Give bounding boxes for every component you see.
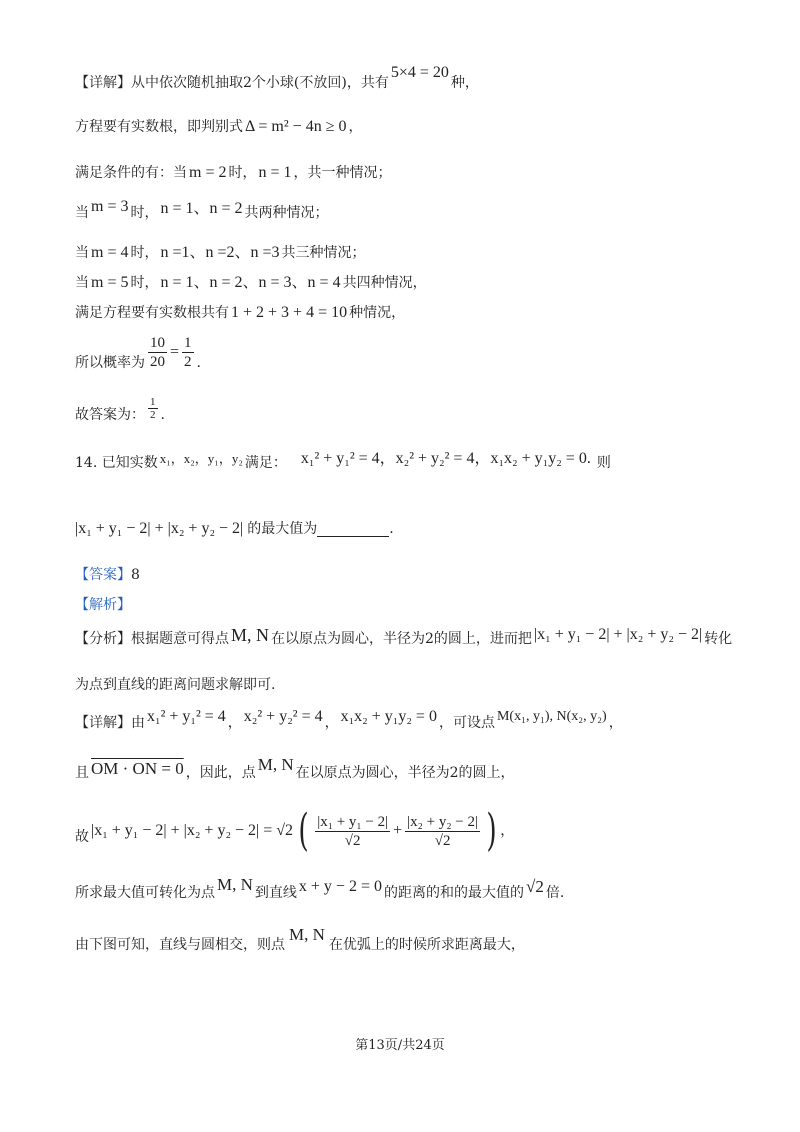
- vector-dot-product: [91, 759, 184, 778]
- line-detail-1: [75, 64, 479, 94]
- math-expression: x₁² + y₁² = 4: [147, 708, 226, 725]
- text: 转化: [704, 631, 733, 647]
- line-probability: [75, 334, 201, 371]
- text: 种情况，: [349, 305, 406, 321]
- text: 在以原点为圆心，半径为2的圆上，: [295, 765, 515, 781]
- text: 时，: [130, 275, 159, 291]
- text: .: [196, 354, 201, 371]
- detail-line-4: [75, 875, 565, 904]
- text: ，可设点: [438, 715, 495, 731]
- plus-sign: +: [393, 822, 403, 839]
- text: 为点到直线的距离问题求解即可.: [75, 677, 276, 693]
- numerator: 1: [150, 396, 156, 408]
- text: 满足方程要有实数根共有: [75, 305, 229, 321]
- text: 则: [596, 455, 611, 471]
- text: 满足条件的有：当: [75, 165, 187, 181]
- denominator: 2: [184, 354, 192, 370]
- text: 种，: [450, 75, 479, 91]
- math-expression: x₁x₂ + y₁y₂ = 0: [340, 708, 437, 725]
- text: 当: [75, 275, 89, 291]
- text: ，因此，点: [185, 765, 256, 781]
- math-expression: m = 3: [91, 198, 129, 215]
- answer-line: [75, 564, 140, 586]
- text: 所求最大值可转化为点: [75, 885, 215, 901]
- answer-value: 8: [131, 567, 140, 583]
- math-expression: m = 4: [91, 244, 129, 261]
- text: 的最大值为: [247, 521, 318, 537]
- math-expression: x₁² + y₁² = 4，x₂² + y₂² = 4，x₁x₂ + y₁y₂ = 0.: [300, 450, 591, 467]
- math-expression: |x₁ + y₁ − 2| + |x₂ + y₂ − 2| = √2: [91, 822, 294, 839]
- text: 【分析】根据题意可得点: [75, 631, 229, 647]
- math-expression: n = 1、n = 2: [160, 200, 243, 217]
- text: ，: [348, 119, 363, 135]
- denominator: √2: [344, 832, 361, 849]
- math-expression: n =1、n =2、n =3: [160, 244, 280, 261]
- page-footer: 第13页/共24页: [355, 1038, 445, 1053]
- text: 当: [75, 245, 89, 261]
- analysis-line-1: [75, 625, 733, 650]
- math-expression: 1 + 2 + 3 + 4 = 10: [231, 304, 348, 321]
- fraction-1-2: [182, 334, 194, 371]
- analysis-tag: 【解析】: [75, 597, 131, 613]
- math-expression: M, N: [289, 925, 325, 944]
- text: 且: [75, 765, 89, 781]
- text: 所以概率为: [75, 354, 145, 371]
- denominator: 20: [150, 354, 165, 370]
- fraction-term-1: [315, 813, 390, 850]
- denominator: 2: [150, 409, 156, 421]
- line-discriminant: [75, 116, 362, 138]
- line-case-m2: [75, 162, 392, 184]
- fraction-1-2-small: [148, 396, 158, 421]
- math-expression: |x₁ + y₁ − 2| + |x₂ + y₂ − 2|: [75, 520, 244, 537]
- text: 当: [75, 205, 89, 221]
- math-expression: M(x₁, y₁), N(x₂, y₂): [496, 709, 607, 724]
- question-14-line-2: [75, 518, 394, 540]
- text: 时，: [130, 205, 159, 221]
- denominator: √2: [434, 832, 451, 849]
- text: 时，: [228, 165, 257, 181]
- text: 共三种情况；: [281, 245, 366, 261]
- text: 满足：: [244, 455, 287, 471]
- numerator: 10: [150, 335, 165, 351]
- numerator: |x₁ + y₁ − 2|: [317, 813, 389, 830]
- text: 故: [75, 829, 89, 845]
- math-expression: M, N: [257, 755, 294, 774]
- numerator: |x₂ + y₂ − 2|: [407, 813, 479, 830]
- text: 时，: [130, 245, 159, 261]
- text: ，: [500, 823, 515, 839]
- text: .: [389, 521, 394, 537]
- question-14-line-1: [75, 452, 611, 474]
- text: ，: [324, 715, 339, 731]
- right-paren: ): [486, 805, 497, 856]
- text: 由下图可知，直线与圆相交，则点: [75, 937, 285, 953]
- text: 【详解】从中依次随机抽取2个小球(不放回)，共有: [75, 75, 389, 91]
- fraction-term-2: [405, 813, 480, 850]
- answer-blank: [317, 522, 389, 537]
- analysis-heading: [75, 594, 131, 616]
- math-expression: x₁，x₂，y₁，y₂: [159, 451, 243, 466]
- text: ，共一种情况；: [293, 165, 392, 181]
- text: 故答案为：: [75, 406, 145, 423]
- text: .: [160, 406, 165, 423]
- question-number: 14. 已知实数: [75, 455, 158, 471]
- answer-tag: 【答案】: [75, 567, 131, 583]
- numerator: 1: [184, 335, 192, 351]
- line-answer-note: [75, 396, 165, 421]
- analysis-line-2: [75, 674, 275, 696]
- text: 在优弧上的时候所求距离最大，: [328, 937, 525, 953]
- math-expression: Δ = m² − 4n ≥ 0: [245, 118, 347, 135]
- math-expression: |x₁ + y₁ − 2| + |x₂ + y₂ − 2|: [533, 626, 703, 643]
- text: 的距离的和的最大值的: [383, 885, 524, 901]
- math-expression: M, N: [217, 875, 253, 894]
- math-expression: 5×4 = 20: [390, 64, 449, 81]
- detail-line-2: [75, 755, 515, 784]
- text: ，: [608, 715, 623, 731]
- detail-line-3: [75, 805, 515, 856]
- text: 到直线: [254, 885, 297, 901]
- detail-line-1: [75, 708, 623, 734]
- text: 倍.: [545, 885, 565, 901]
- math-expression: n = 1: [258, 164, 292, 181]
- detail-line-5: [75, 925, 525, 956]
- line-case-m4: [75, 242, 366, 264]
- line-total-cases: [75, 302, 405, 324]
- text: 共四种情况，: [342, 275, 427, 291]
- text: 在以原点为圆心，半径为2的圆上，进而把: [271, 631, 532, 647]
- math-expression: √2: [525, 877, 544, 896]
- text: 方程要有实数根，即判别式: [75, 119, 243, 135]
- math-expression: x₂² + y₂² = 4: [243, 708, 323, 725]
- math-expression: OM · ON = 0: [91, 759, 184, 778]
- line-case-m5: [75, 272, 427, 294]
- text: 【详解】由: [75, 715, 145, 731]
- math-expression: M, N: [231, 625, 270, 645]
- math-expression: n = 1、n = 2、n = 3、n = 4: [160, 274, 341, 291]
- equals-sign: =: [170, 343, 180, 361]
- math-expression: m = 2: [189, 164, 227, 181]
- fraction-10-20: [148, 334, 167, 371]
- left-paren: (: [298, 805, 309, 856]
- math-expression: x + y − 2 = 0: [298, 878, 382, 895]
- math-expression: m = 5: [91, 274, 129, 291]
- text: ，: [227, 715, 242, 731]
- line-case-m3: [75, 198, 329, 224]
- text: 共两种情况；: [244, 205, 329, 221]
